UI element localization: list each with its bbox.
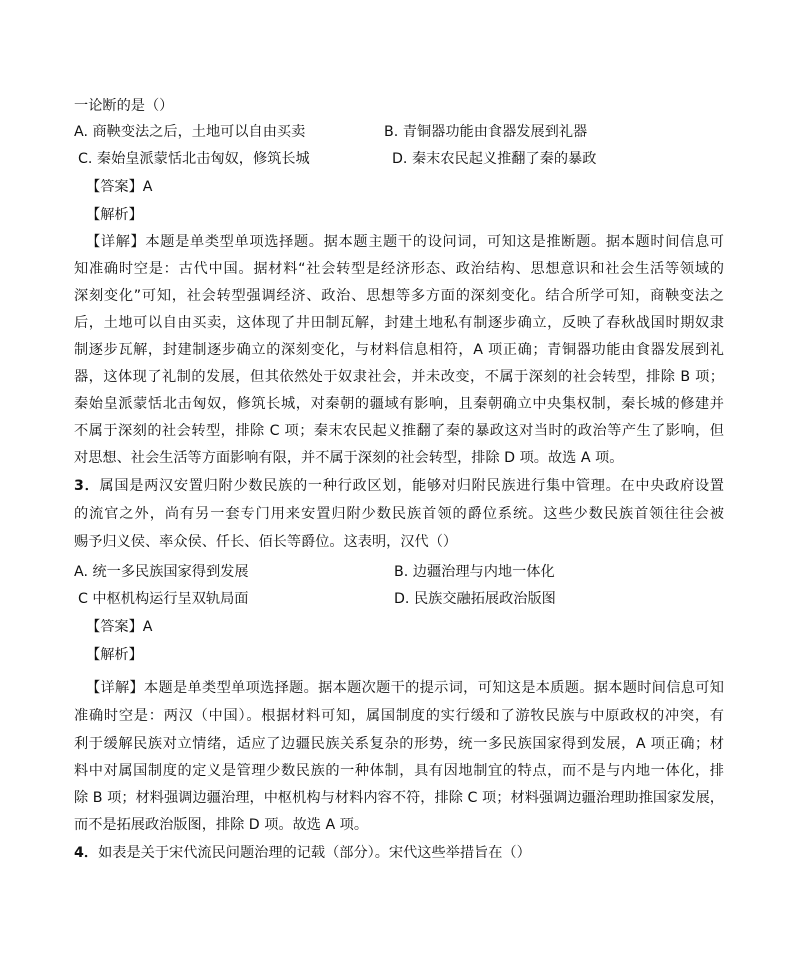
q3-stem-line-3: 赐予归义侯、率众侯、仟长、佰长等爵位。这表明，汉代（） [74,534,458,550]
q3-option-d: D. 民族交融拓展政治版图 [394,591,556,607]
q3-stem-text-1: 属国是两汉安置归附少数民族的一种行政区划，能够对归附民族进行集中管理。在中央政府设置 [99,478,724,494]
q3-detail-line-5: 除 B 项；材料强调边疆治理，中枢机构与材料内容不符，排除 C 项；材料强调边疆治理助推国家发展， [74,790,724,806]
q3-answer: 【答案】A [86,619,153,635]
q2-analysis-label: 【解析】 [86,207,143,223]
q2-detail-line-8: 不属于深刻的社会转型，排除 C 项；秦末农民起义推翻了秦的暴政这对当时的政治等产生了影响，但 [74,423,724,439]
q3-analysis-label: 【解析】 [86,647,143,663]
q2-detail-line-9: 对思想、社会生活等方面影响有限，并不属于深刻的社会转型，排除 D 项。故选 A 项。 [74,450,624,466]
q2-options-row-1 [74,122,724,142]
q2-stem-tail: 一论断的是（） [74,98,174,114]
q2-detail-line-5: 制逐步瓦解，封建制逐步确立的深刻变化，与材料信息相符，A 项正确；青铜器功能由食器发展到礼 [74,342,724,358]
q4-number: 4． [74,845,99,861]
q2-option-a: A. 商鞅变法之后，土地可以自由买卖 [74,124,306,140]
q2-detail-line-7: 秦始皇派蒙恬北击匈奴，修筑长城，对秦朝的疆域有影响，且秦朝确立中央集权制，秦长城的修建并 [74,396,724,412]
q2-option-b: B. 青铜器功能由食器发展到礼器 [384,124,588,140]
q2-detail-line-1: 【详解】本题是单类型单项选择题。据本题主题干的设问词，可知这是推断题。据本题时间信息可 [86,234,724,250]
q3-stem-line-2: 的流官之外，尚有另一套专门用来安置归附少数民族首领的爵位系统。这些少数民族首领往往会被 [74,506,724,522]
q3-detail-line-3: 利于缓解民族对立情绪，适应了边疆民族关系复杂的形势，统一多民族国家得到发展，A 项正确；材 [74,736,724,752]
q2-detail-line-2: 知准确时空是：古代中国。据材料“社会转型是经济形态、政治结构、思想意识和社会生活等领域的 [74,261,724,277]
q3-detail-line-1: 【详解】本题是单类型单项选择题。据本题次题干的提示词，可知这是本质题。据本题时间信息可知 [86,680,724,696]
q3-detail-line-2: 准确时空是：两汉（中国）。根据材料可知，属国制度的实行缓和了游牧民族与中原政权的冲突，有 [74,708,724,724]
q2-options-row-2 [74,149,724,169]
q3-detail-line-4: 料中对属国制度的定义是管理少数民族的一种体制，具有因地制宜的特点，而不是与内地一体化，排 [74,763,724,779]
q2-option-c: C. 秦始皇派蒙恬北击匈奴，修筑长城 [78,151,310,167]
q2-answer: 【答案】A [86,179,153,195]
q3-detail-line-6: 而不是拓展政治版图，排除 D 项。故选 A 项。 [74,817,369,833]
q3-option-c: C 中枢机构运行呈双轨局面 [78,591,249,607]
q3-number: 3． [74,478,100,494]
q2-detail-line-3: 深刻变化”可知，社会转型强调经济、政治、思想等多方面的深刻变化。结合所学可知，商鞅变法之 [74,288,724,304]
q3-stem-line-1 [74,476,724,496]
q4-stem-line [74,843,531,863]
q3-option-a: A. 统一多民族国家得到发展 [74,564,249,580]
q2-detail-line-4: 后，土地可以自由买卖，这体现了井田制瓦解，封建土地私有制逐步确立，反映了春秋战国时期奴隶 [74,315,724,331]
q2-detail-line-6: 器，这体现了礼制的发展，但其依然处于奴隶社会，并未改变，不属于深刻的社会转型，排除 B 项； [74,369,724,385]
q3-options-row-2 [74,589,724,609]
q4-stem-text: 如表是关于宋代流民问题治理的记载（部分）。宋代这些举措旨在（） [98,845,531,861]
q3-option-b: B. 边疆治理与内地一体化 [394,564,555,580]
q2-option-d: D. 秦末农民起义推翻了秦的暴政 [392,151,597,167]
q3-options-row-1 [74,562,724,582]
